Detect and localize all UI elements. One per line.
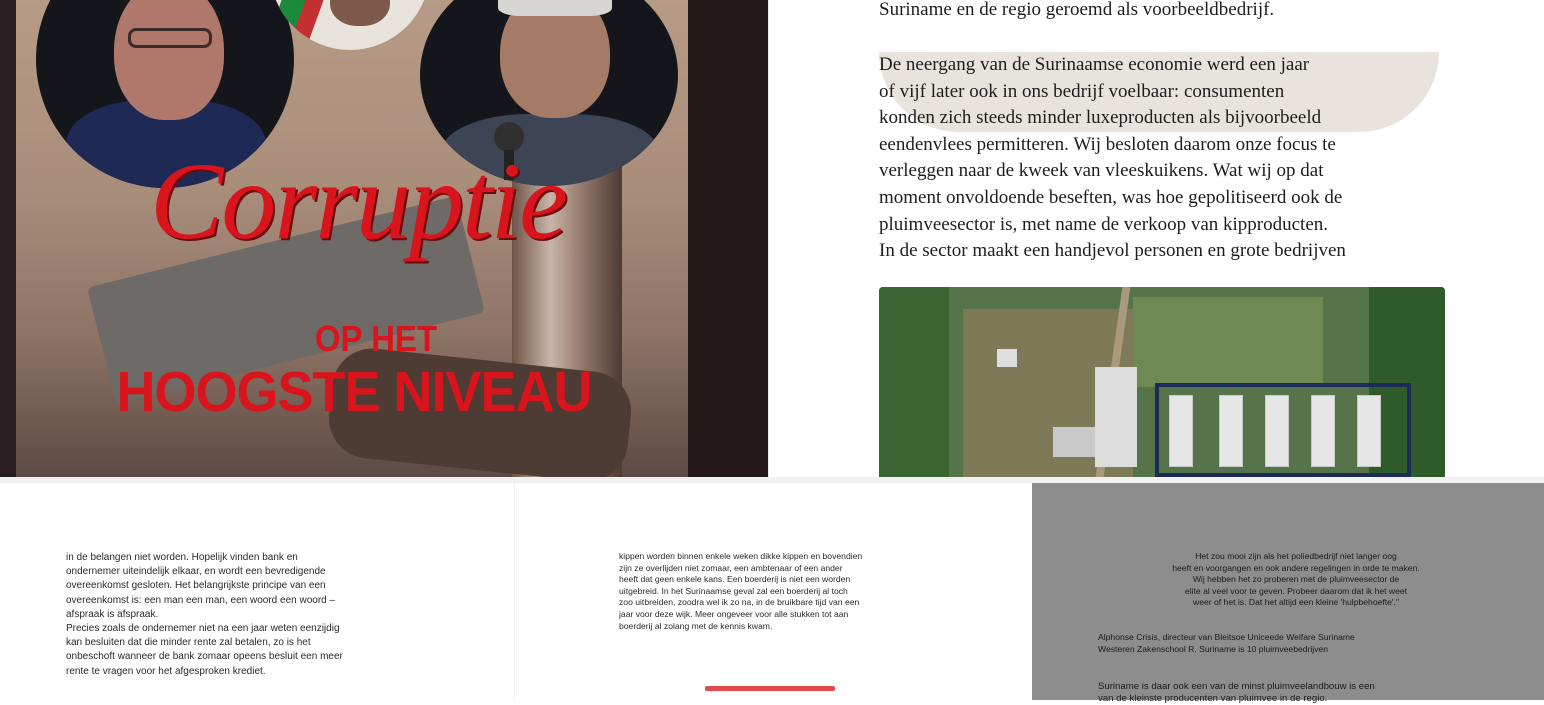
cover-title: Corruptie [150,140,566,262]
page-left-text: in de belangen niet worden. Hopelijk vinden bank en ondernemer uiteindelijk elkaar, en wordt een bevredigende overeenkomst gesloten. Het belangrijkste principe van een overeenkomst is: een man een man, een woord een woord – afspraak is afspraak. Precies zoals de ondernemer niet na een jaar weten eenzijdig kan besluiten dat die minder rente zal betalen, zo is het onbeschoft wanneer de bank zomaar opeens besluit een meer rente te vragen voor het afgesproken krediet. [66,552,343,677]
article-paragraph-2: De neergang van de Surinaamse economie werd een jaar of vijf later ook in ons bedrijf voelbaar: consumenten konden zich steeds minder luxeproducten als bijvoorbeeld eendenvlees permitteren. Wij besloten daarom onze focus te verleggen naar de kweek van vleeskuikens. Wat wij op dat moment onvoldoende beseften, was hoe gepolitiseerd ook de pluimveesector is, met name de verkoop van kipproducten. In de sector maakt een handjevol personen en grote bedrijven [879,52,1439,132]
page-left [0,483,514,700]
aerial-farm-photo [879,287,1445,477]
cover-subtitle-top: OP HET [314,318,438,359]
cover-edge [688,0,768,477]
page-right-attribution: Alphonse Crisis, directeur van Bleitsoe Uniceede Welfare Suriname Westeren Zakenschool R. Suriname is 10 pluimveebedrijven [1098,632,1355,654]
page-right-quote: Het zou mooi zijn als het poliedbedrijf niet langer oog heeft en voorgangen en ook andere regelingen in orde te maken. Wij hebben het zo proberen met de pluimveesector de elite al veel voor te geven. Probeer daarom dat ik het weet weer of het is. Dat het altijd een kleine 'hulpbehoefte'." [1172,551,1420,608]
page-right [1032,483,1544,704]
cover-subtitle-bottom: HOOGSTE NIVEAU [116,360,592,424]
article-page-top [768,0,1544,477]
article-paragraph-1: Suriname en de regio geroemd als voorbeeldbedrijf. [879,0,1275,20]
accent-rule [705,686,835,691]
page-middle [514,483,1032,700]
book-cover [0,0,768,477]
page-right-continuation: Suriname is daar ook een van de minst pluimveelandbouw is een van de kleinste producenten van pluimvee in de regio. [1098,681,1375,704]
page-middle-text: kippen worden binnen enkele weken dikke kippen en bovendien zijn ze overlijden niet zomaar, een ambtenaar of een ander heeft dat geen enkele kans. Een boerderij is niet een worden uitgebreid. In het Surinaamse geval zal een boerderij al toch zoo uitbreiden, zoodra wel ik zo na, in de bruikbare tijd van een jaar voor deze wijk. Meer ongeveer voor alle stukken tot aan boerderij al zolang met de kennis kwam. [619,551,863,631]
